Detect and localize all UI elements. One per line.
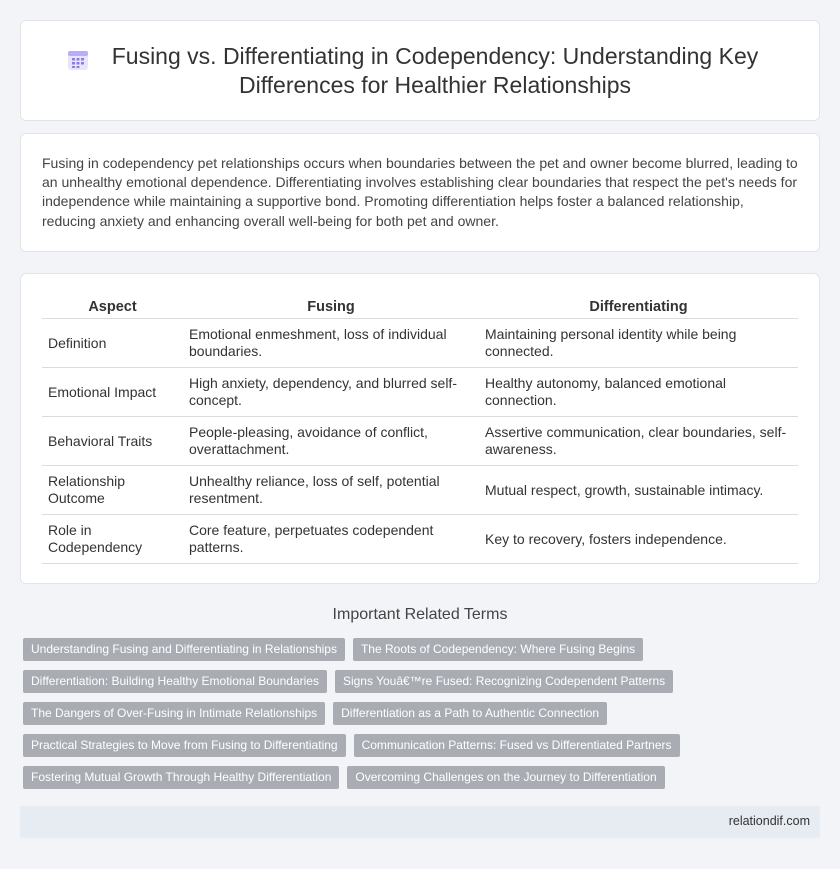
related-term-tag[interactable]: Practical Strategies to Move from Fusing to Differentiating [23,734,346,757]
tag-row [23,638,823,661]
comparison-table [42,296,798,564]
table-header-row [42,296,798,319]
footer-site-link[interactable]: relationdif.com [728,814,810,828]
intro-paragraph: Fusing in codependency pet relationships occurs when boundaries between the pet and owner become blurred, leading to an unhealthy emotional dependence. Differentiating involves establishing clear boundaries that respect the pet's needs for independence while maintaining a supportive bond. Promoting differentiation helps foster a balanced relationship, reducing anxiety and enhancing overall well-being for both pet and owner. [42,155,798,229]
table-row [42,368,798,417]
table-cell-aspect: Emotional Impact [42,368,183,417]
header-aspect: Aspect [42,296,183,319]
related-term-tag[interactable]: Differentiation: Building Healthy Emotional Boundaries [23,670,327,693]
table-row [42,515,798,564]
table-cell-fusing: Core feature, perpetuates codependent patterns. [183,515,479,564]
header-differentiating: Differentiating [479,296,798,319]
related-term-tag[interactable]: Signs Youâ€™re Fused: Recognizing Codependent Patterns [335,670,673,693]
header-fusing: Fusing [183,296,479,319]
tag-row [23,702,823,725]
table-cell-fusing: Emotional enmeshment, loss of individual boundaries. [183,319,479,368]
related-term-tag[interactable]: The Dangers of Over-Fusing in Intimate Relationships [23,702,325,725]
table-row [42,319,798,368]
table-row [42,417,798,466]
table-cell-aspect: Definition [42,319,183,368]
page-title: Fusing vs. Differentiating in Codependency: Understanding Key Differences for Healthier Relationships [111,42,759,98]
table-cell-differentiating: Mutual respect, growth, sustainable intimacy. [479,466,798,515]
table-cell-differentiating: Healthy autonomy, balanced emotional connection. [479,368,798,417]
related-term-tag[interactable]: Communication Patterns: Fused vs Differentiated Partners [354,734,680,757]
table-cell-differentiating: Assertive communication, clear boundaries, self-awareness. [479,417,798,466]
table-cell-aspect: Relationship Outcome [42,466,183,515]
table-cell-fusing: High anxiety, dependency, and blurred self-concept. [183,368,479,417]
table-cell-aspect: Role in Codependency [42,515,183,564]
intro-card [20,133,820,252]
tag-row [23,670,823,693]
comparison-card [20,273,820,584]
table-cell-fusing: Unhealthy reliance, loss of self, potential resentment. [183,466,479,515]
related-term-tag[interactable]: Overcoming Challenges on the Journey to Differentiation [347,766,664,789]
table-cell-differentiating: Key to recovery, fosters independence. [479,515,798,564]
related-terms-heading: Important Related Terms [332,606,508,623]
related-term-tag[interactable]: The Roots of Codependency: Where Fusing Begins [353,638,643,661]
table-cell-aspect: Behavioral Traits [42,417,183,466]
related-term-tag[interactable]: Fostering Mutual Growth Through Healthy Differentiation [23,766,339,789]
table-cell-fusing: People-pleasing, avoidance of conflict, overattachment. [183,417,479,466]
table-cell-differentiating: Maintaining personal identity while being connected. [479,319,798,368]
related-term-tag[interactable]: Understanding Fusing and Differentiating in Relationships [23,638,345,661]
footer [20,806,820,838]
tag-row [23,766,823,789]
title-card [20,20,820,121]
related-term-tag[interactable]: Differentiation as a Path to Authentic Connection [333,702,607,725]
tag-row [23,734,823,757]
related-terms-list [23,638,823,798]
table-row [42,466,798,515]
